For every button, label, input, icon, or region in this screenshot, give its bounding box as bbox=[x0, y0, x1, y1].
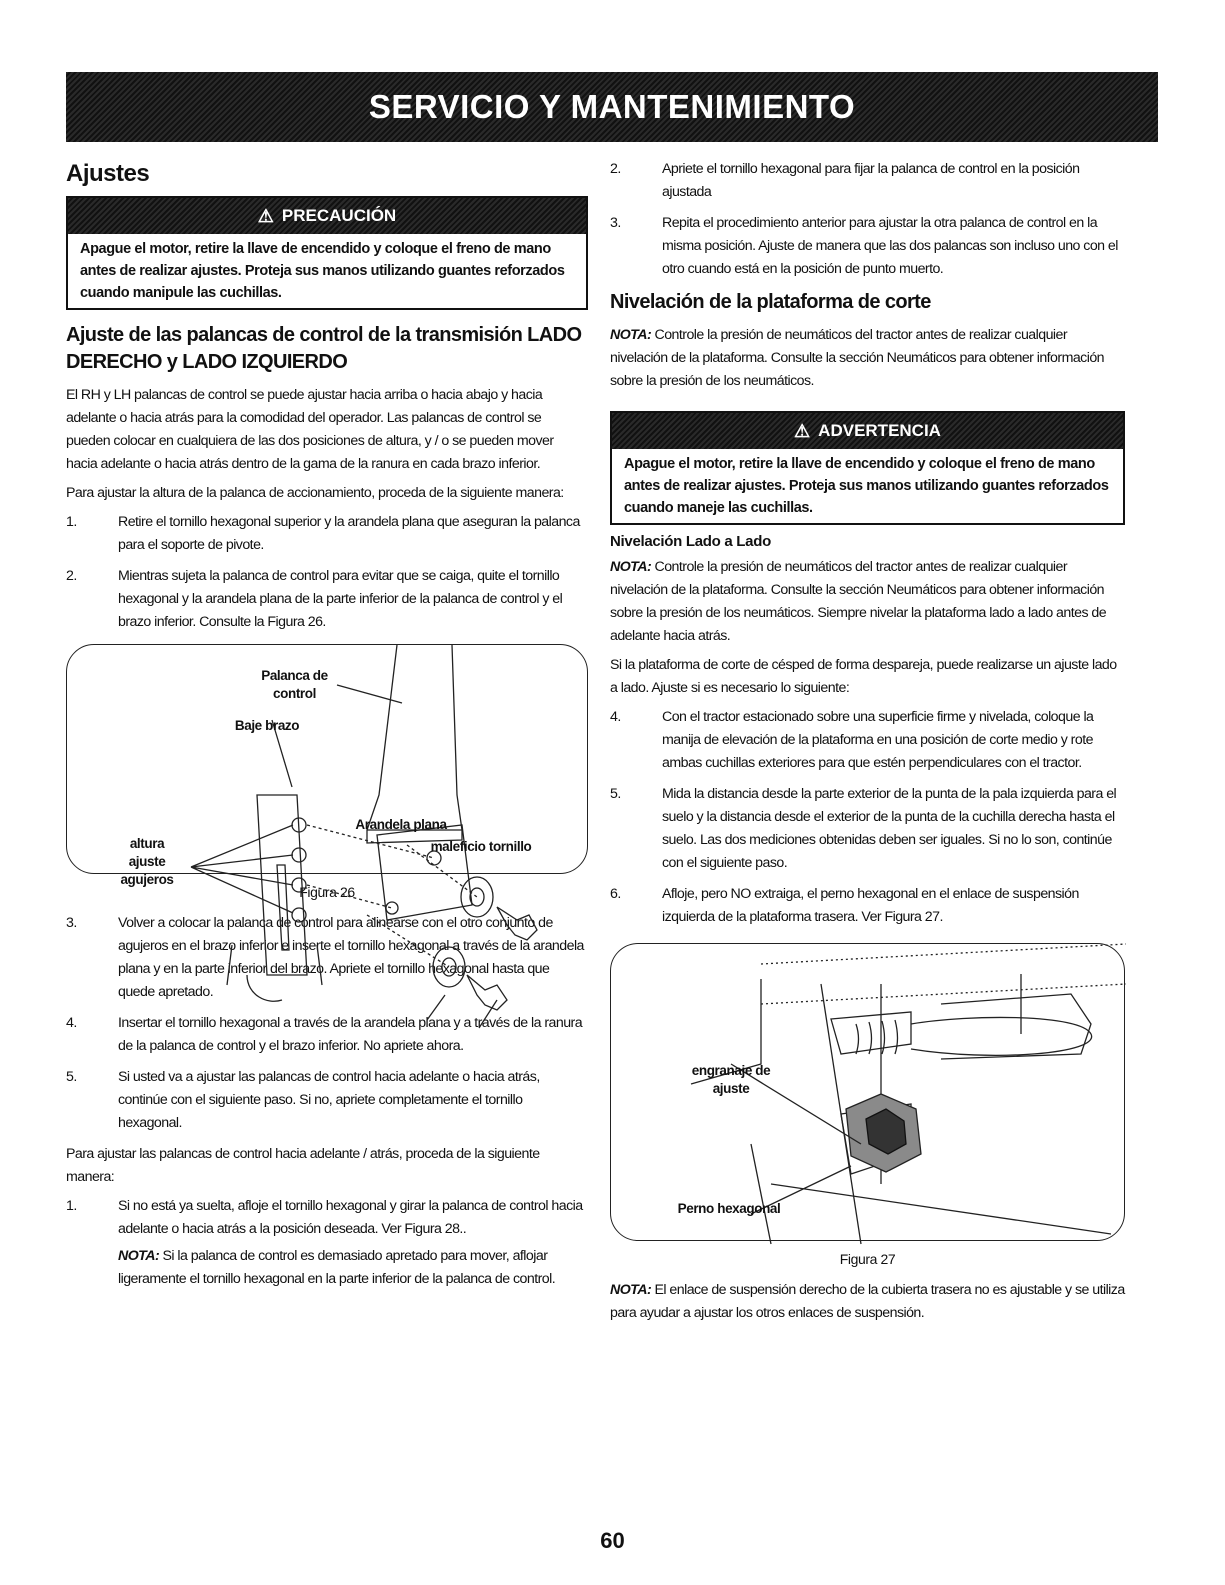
warning-text: Apague el motor, retire la llave de encendido y coloque el freno de mano antes de realizar ajustes. Proteja sus manos utilizando guantes reforzados cuando maneje las cuchillas. bbox=[624, 456, 1109, 516]
paragraph: El RH y LH palancas de control se puede ajustar hacia arriba o hacia abajo y hacia adelante o hacia atrás para la comodidad del operador. Las palancas de control se pueden colocar en cualquiera de las dos posiciones de altura, y / o se pueden mover hacia adelante o hacia atrás dentro de la gama de la ranura en cada brazo inferior. bbox=[66, 387, 554, 472]
note bbox=[610, 1279, 1125, 1325]
step-number: 1. bbox=[66, 514, 77, 530]
figure-27 bbox=[610, 943, 1125, 1241]
label-lower-arm: Baje brazo bbox=[234, 718, 300, 733]
note-text: Si la palanca de control es demasiado apretado para mover, aflojar ligeramente el tornillo hexagonal en la parte inferior de la palanca de control. bbox=[118, 1248, 556, 1287]
step-text: Insertar el tornillo hexagonal a través de la arandela plana y a través de la ranura de la palanca de control y el brazo inferior. No apriete ahora. bbox=[118, 1015, 583, 1054]
step-text: Mientras sujeta la palanca de control para evitar que se caiga, quite el tornillo hexagonal y la arandela plana de la parte inferior de la palanca de control y el brazo inferior. Consulte la Figura 26. bbox=[118, 568, 563, 630]
note-label: NOTA: bbox=[610, 327, 652, 343]
list-item bbox=[66, 1066, 588, 1135]
warning-triangle-icon: ⚠ bbox=[257, 205, 274, 226]
list-item bbox=[66, 912, 588, 1004]
subsection-title-levers: Ajuste de las palancas de control de la transmisión LADO DERECHO y LADO IZQUIERDO bbox=[66, 324, 582, 373]
note bbox=[66, 1245, 588, 1291]
note-text: Controle la presión de neumáticos del tractor antes de realizar cualquier nivelación de la plataforma. Consulte la sección Neumáticos para obtener información sobre la presión de los neumáticos. bbox=[610, 327, 1105, 389]
list-item bbox=[66, 511, 588, 557]
steps-list bbox=[610, 706, 1125, 929]
page-number: 60 bbox=[600, 1528, 625, 1553]
step-number: 1. bbox=[66, 1198, 77, 1214]
warning-box bbox=[610, 411, 1125, 525]
caution-text: Apague el motor, retire la llave de encendido y coloque el freno de mano antes de realizar ajustes. Proteja sus manos utilizando guantes reforzados cuando manipule las cuchillas. bbox=[80, 241, 565, 301]
figure-27-caption: Figura 27 bbox=[839, 1251, 896, 1267]
caution-box bbox=[66, 196, 588, 310]
list-item bbox=[66, 1012, 588, 1058]
step-text: Mida la distancia desde la parte exterior de la punta de la pala izquierda para el suelo y la distancia desde el exterior de la punta de la cuchilla derecha hasta el suelo. Las dos mediciones obtenidas deben ser iguales. Si no lo son, continúe con el siguiente paso. bbox=[662, 786, 1117, 871]
label-adjust-gear: engranaje de ajuste bbox=[691, 1063, 771, 1096]
step-number: 3. bbox=[66, 915, 77, 931]
step-number: 5. bbox=[610, 786, 621, 802]
list-item bbox=[610, 883, 1125, 929]
steps-list bbox=[66, 1195, 588, 1241]
label-holes: altura ajuste agujeros bbox=[120, 836, 174, 887]
step-number: 4. bbox=[66, 1015, 77, 1031]
note-label: NOTA: bbox=[118, 1248, 160, 1264]
step-number: 5. bbox=[66, 1069, 77, 1085]
section-title-deck-leveling: Nivelación de la plataforma de corte bbox=[610, 291, 931, 313]
list-item bbox=[66, 1195, 588, 1241]
paragraph: Para ajustar las palancas de control hacia adelante / atrás, proceda de la siguiente manera: bbox=[66, 1146, 540, 1185]
step-text: Si usted va a ajustar las palancas de control hacia adelante o hacia atrás, continúe con el siguiente paso. Si no, apriete completamente el tornillo hexagonal. bbox=[118, 1069, 540, 1131]
step-text: Afloje, pero NO extraiga, el perno hexagonal en el enlace de suspensión izquierda de la plataforma trasera. Ver Figura 27. bbox=[662, 886, 1079, 925]
left-column bbox=[66, 150, 588, 1297]
steps-list bbox=[610, 158, 1125, 281]
list-item bbox=[610, 706, 1125, 775]
figure-26-caption: Figura 26 bbox=[299, 884, 355, 900]
step-number: 6. bbox=[610, 886, 621, 902]
list-item bbox=[610, 158, 1125, 204]
section-title-ajustes: Ajustes bbox=[66, 160, 150, 187]
note bbox=[610, 324, 1125, 393]
caution-header bbox=[68, 198, 586, 234]
right-column bbox=[610, 158, 1125, 1331]
step-number: 4. bbox=[610, 709, 621, 725]
label-lever: Palanca de control bbox=[261, 668, 328, 701]
step-text: Si no está ya suelta, afloje el tornillo hexagonal y girar la palanca de control hacia adelante o hacia atrás a la posición deseada. Ver Figura 28.. bbox=[118, 1198, 583, 1237]
label-bolt: maleficio tornillo bbox=[430, 839, 532, 854]
paragraph: Si la plataforma de corte de césped de forma despareja, puede realizarse un ajuste lado a lado. Ajuste si es necesario lo siguiente: bbox=[610, 657, 1117, 696]
note-text: Controle la presión de neumáticos del tractor antes de realizar cualquier nivelación de la plataforma. Consulte la sección Neumáticos para obtener información sobre la presión de los neumáticos. Siempre nivelar la plataforma lado a lado antes de adelante hacia atrás. bbox=[610, 559, 1107, 644]
list-item bbox=[610, 212, 1125, 281]
note-text: El enlace de suspensión derecho de la cubierta trasera no es ajustable y se utiliza para ayudar a ajustar los otros enlaces de suspensión. bbox=[610, 1282, 1125, 1321]
label-hex-bolt: Perno hexagonal bbox=[677, 1201, 781, 1216]
note-label: NOTA: bbox=[610, 559, 652, 575]
step-text: Retire el tornillo hexagonal superior y la arandela plana que aseguran la palanca para el soporte de pivote. bbox=[118, 514, 580, 553]
step-text: Con el tractor estacionado sobre una superficie firme y nivelada, coloque la manija de elevación de la plataforma en una posición de corte medio y rote ambas cuchillas exteriores para que estén perpendiculares con el tractor. bbox=[662, 709, 1094, 771]
note-label: NOTA: bbox=[610, 1282, 652, 1298]
step-number: 2. bbox=[66, 568, 77, 584]
steps-list bbox=[66, 511, 588, 634]
caution-label: PRECAUCIÓN bbox=[281, 206, 397, 225]
page-title: SERVICIO Y MANTENIMIENTO bbox=[368, 88, 856, 125]
step-text: Apriete el tornillo hexagonal para fijar la palanca de control en la posición ajustada bbox=[662, 161, 1080, 200]
subsection-title-side-to-side: Nivelación Lado a Lado bbox=[610, 533, 771, 550]
step-text: Volver a colocar la palanca de control para alinearse con el otro conjunto de agujeros en el brazo inferior e inserte el tornillo hexagonal a través de la arandela plana y en la parte inferior del brazo. Apriete el tornillo hexagonal hasta que quede apretado. bbox=[118, 915, 584, 1000]
header-banner bbox=[66, 72, 1158, 142]
steps-list bbox=[66, 912, 588, 1135]
warning-triangle-icon: ⚠ bbox=[794, 420, 811, 441]
step-text: Repita el procedimiento anterior para ajustar la otra palanca de control en la misma posición. Ajuste de manera que las dos palancas son incluso uno con el otro cuando está en la posición de punto muerto. bbox=[662, 215, 1118, 277]
warning-label: ADVERTENCIA bbox=[818, 421, 941, 440]
label-washer: Arandela plana bbox=[355, 817, 447, 832]
list-item bbox=[610, 783, 1125, 875]
list-item bbox=[66, 565, 588, 634]
note bbox=[610, 556, 1125, 648]
warning-header bbox=[612, 413, 1123, 449]
step-number: 2. bbox=[610, 161, 621, 177]
step-number: 3. bbox=[610, 215, 621, 231]
paragraph: Para ajustar la altura de la palanca de accionamiento, proceda de la siguiente manera: bbox=[66, 485, 564, 501]
